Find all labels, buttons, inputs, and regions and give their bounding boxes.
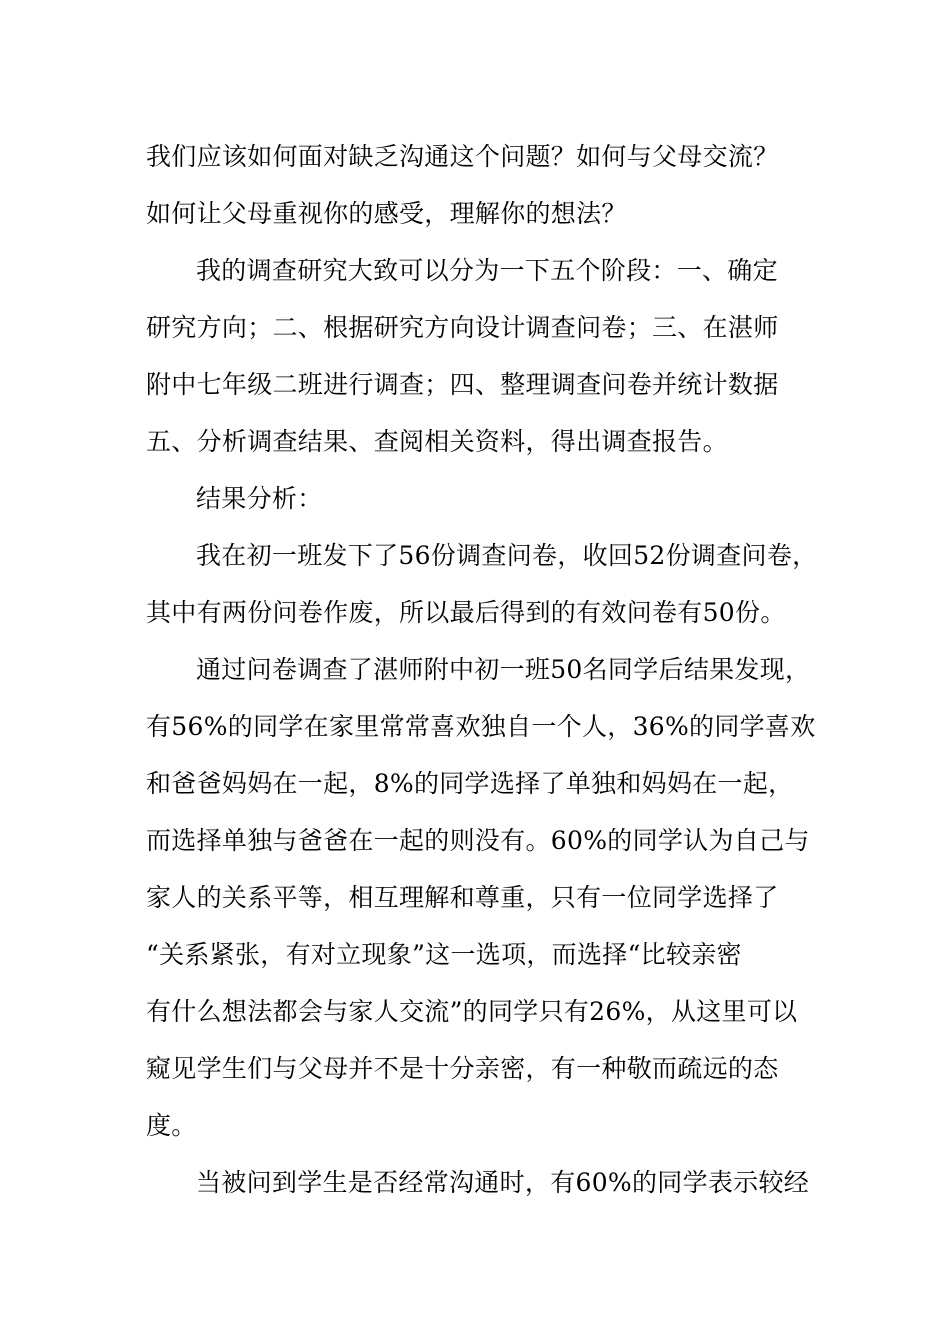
text-line-1: 我们应该如何面对缺乏沟通这个问题？如何与父母交流？ [146, 142, 779, 171]
text-line-8: 我在初一班发下了56份调查问卷，收回52份调查问卷， [196, 541, 818, 570]
text-line-5: 附中七年级二班进行调查；四、整理调查问卷并统计数据 [146, 370, 779, 399]
text-line-18: 度。 [146, 1111, 197, 1140]
text-line-3: 我的调查研究大致可以分为一下五个阶段：一、确定 [196, 256, 778, 285]
text-line-15: “关系紧张，有对立现象”这一选项，而选择“比较亲密 [146, 940, 742, 969]
text-line-19: 当被问到学生是否经常沟通时，有60%的同学表示较经 [196, 1168, 810, 1197]
text-line-4: 研究方向；二、根据研究方向设计调查问卷；三、在湛师 [146, 313, 779, 342]
text-line-10: 通过问卷调查了湛师附中初一班50名同学后结果发现， [196, 655, 811, 684]
text-line-9: 其中有两份问卷作废，所以最后得到的有效问卷有50份。 [146, 598, 786, 627]
text-line-6: 五、分析调查结果、查阅相关资料，得出调查报告。 [146, 427, 728, 456]
text-line-13: 而选择单独与爸爸在一起的则没有。60%的同学认为自己与 [146, 826, 810, 855]
text-line-2: 如何让父母重视你的感受，理解你的想法？ [146, 199, 627, 228]
text-line-12: 和爸爸妈妈在一起，8%的同学选择了单独和妈妈在一起， [146, 769, 794, 798]
text-line-16: 有什么想法都会与家人交流”的同学只有26%，从这里可以 [146, 997, 798, 1026]
document-body [146, 128, 846, 1211]
text-line-11: 有56%的同学在家里常常喜欢独自一个人，36%的同学喜欢 [146, 712, 816, 741]
text-line-17: 窥见学生们与父母并不是十分亲密，有一种敬而疏远的态 [146, 1054, 779, 1083]
text-line-14: 家人的关系平等，相互理解和尊重，只有一位同学选择了 [146, 883, 779, 912]
section-heading-results: 结果分析： [196, 484, 323, 513]
